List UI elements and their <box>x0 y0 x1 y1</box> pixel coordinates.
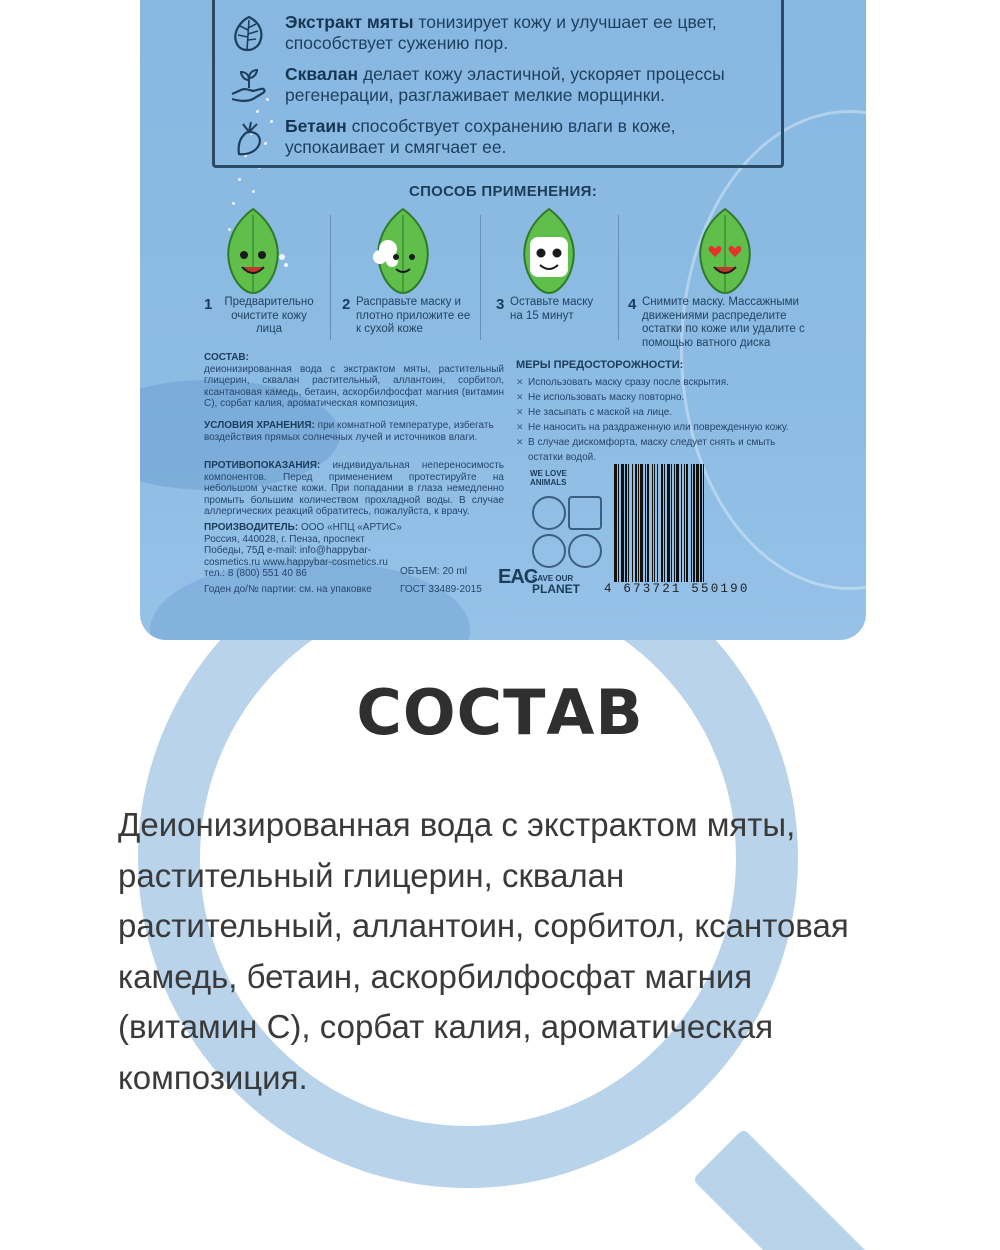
step-text: Расправьте маску и плотно приложите ее к сухой коже <box>356 296 471 335</box>
ingredients-line: Деионизированная вода с экстрактом мяты, <box>118 806 796 843</box>
step-text: Оставьте маску на 15 минут <box>510 296 594 322</box>
benefit-text <box>285 12 769 54</box>
beet-icon <box>229 118 269 158</box>
barcode-number: 4 673721 550190 <box>604 582 750 596</box>
ingredients-line: камедь, бетаин, аскорбилфосфат магния <box>118 957 753 995</box>
benefit-line2: регенерации, разглаживает мелкие морщинки. <box>285 85 665 105</box>
benefit-bold: Бетаин <box>285 116 347 136</box>
leaf-face-icon <box>366 205 440 297</box>
benefit-line2: успокаивает и смягчает ее. <box>285 137 507 157</box>
contra-label: ПРОТИВОПОКАЗАНИЯ: <box>204 460 321 471</box>
leaf-face-icon <box>216 205 290 297</box>
maker-label: ПРОИЗВОДИТЕЛЬ: <box>204 522 299 533</box>
precaution-item: ✕ В случае дискомфорта, маску следует снять и смыть остатки водой. <box>516 435 806 465</box>
manufacturer <box>204 522 404 580</box>
small-composition-label: СОСТАВ: <box>204 352 249 363</box>
ingredients-text <box>118 800 938 1103</box>
ingredients-line: (витамин С), сорбат калия, ароматическая <box>118 1008 774 1045</box>
step-number: 2 <box>342 296 351 313</box>
leaf-face-icon <box>688 205 762 297</box>
benefit-rest: тонизирует кожу и улучшает ее цвет, <box>413 12 717 32</box>
contra-text: индивидуальная непереносимость компонентов. Перед применением протестируйте на небольшом участке кожи. При попадании в глаза немедленно промыть большим количеством прохладной воды. В случае аллергических реакций обратитесь, пожалуйста, к врачу. <box>204 460 504 517</box>
no-sleep-icon <box>568 534 602 568</box>
save-our-planet-logo <box>532 574 580 596</box>
benefits-box <box>212 0 784 168</box>
maker-text: ООО «НПЦ «АРТИС» Россия, 440028, г. Пенза, проспект Победы, 75Д e-mail: info@happybar-cosmetics.ru www.happybar-cosmetics.ru тел.: 8 (800) 551 40 86 <box>204 522 402 579</box>
storage-label: УСЛОВИЯ ХРАНЕНИЯ: <box>204 420 315 431</box>
precaution-item: ✕ Не использовать маску повторно. <box>516 390 806 405</box>
volume: ОБЪЕМ: 20 ml <box>400 566 467 577</box>
we-love-animals-logo <box>530 470 567 487</box>
precaution-item: ✕ Не засыпать с маской на лице. <box>516 405 806 420</box>
logo-line: WE LOVE <box>530 469 567 478</box>
trash-bin-icon <box>568 496 602 530</box>
mint-leaf-icon <box>229 14 269 54</box>
benefit-bold: Экстракт мяты <box>285 12 414 32</box>
benefit-squalane <box>229 64 769 106</box>
precaution-item: ✕ Использовать маску сразу после вскрытия. <box>516 375 806 390</box>
hand-plant-icon <box>229 66 269 106</box>
logo-line: SAVE OUR <box>532 574 574 583</box>
benefit-text <box>285 116 769 158</box>
precautions-title: МЕРЫ ПРЕДОСТОРОЖНОСТИ: <box>516 359 684 371</box>
page-title: СОСТАВ <box>356 676 644 749</box>
ingredients-line: композиция. <box>118 1058 308 1096</box>
storage-text: при комнатной температуре, избегать воздействия прямых солнечных лучей и источников влаги. <box>204 420 494 443</box>
step-number: 3 <box>496 296 505 313</box>
method-title: СПОСОБ ПРИМЕНЕНИЯ: <box>408 183 598 200</box>
step-number: 1 <box>204 296 213 313</box>
contraindications <box>204 460 504 518</box>
benefit-rest: делает кожу эластичной, ускоряет процессы <box>358 64 725 84</box>
step-text: Предварительно очистите кожу лица <box>224 296 314 335</box>
magnifier-handle <box>693 1129 885 1250</box>
logo-line: PLANET <box>532 582 580 596</box>
benefit-text <box>285 64 769 106</box>
ingredients-line: растительный, аллантоин, сорбитол, ксантовая <box>118 907 849 944</box>
eac-mark: EAC <box>498 566 538 588</box>
barcode <box>614 464 800 582</box>
benefit-line2: способствует сужению пор. <box>285 33 509 53</box>
step-text: Снимите маску. Массажными движениями распределите остатки по коже или удалите с помощью ватного диска <box>642 296 805 349</box>
benefit-rest: способствует сохранению влаги в коже, <box>346 116 676 136</box>
recycle-icon <box>532 496 566 530</box>
precautions <box>516 358 806 465</box>
storage-conditions <box>204 420 504 443</box>
water-drop-icon <box>532 534 566 568</box>
precaution-item: ✕ Не наносить на раздраженную или поврежденную кожу. <box>516 420 806 435</box>
ingredients-line: растительный глицерин, сквалан <box>118 856 625 894</box>
logo-line: ANIMALS <box>530 477 567 487</box>
benefit-betaine <box>229 116 769 158</box>
benefit-mint <box>229 12 769 54</box>
step-number: 4 <box>628 296 637 313</box>
small-composition-text: деионизированная вода с экстрактом мяты, растительный глицерин, сквалан растительный, аллантоин, сорбитол, ксантановая камедь, бетаин, аскорбилфосфат магния (витамин С), сорбат калия, ароматическая композиция. <box>204 363 504 409</box>
small-composition <box>204 352 504 410</box>
package-photo <box>140 0 866 640</box>
batch-info: Годен до/№ партии: см. на упаковке <box>204 584 372 595</box>
gost: ГОСТ 33489-2015 <box>400 584 482 595</box>
leaf-face-icon <box>512 205 586 297</box>
barcode-bar <box>704 464 706 582</box>
benefit-bold: Сквалан <box>285 64 359 84</box>
